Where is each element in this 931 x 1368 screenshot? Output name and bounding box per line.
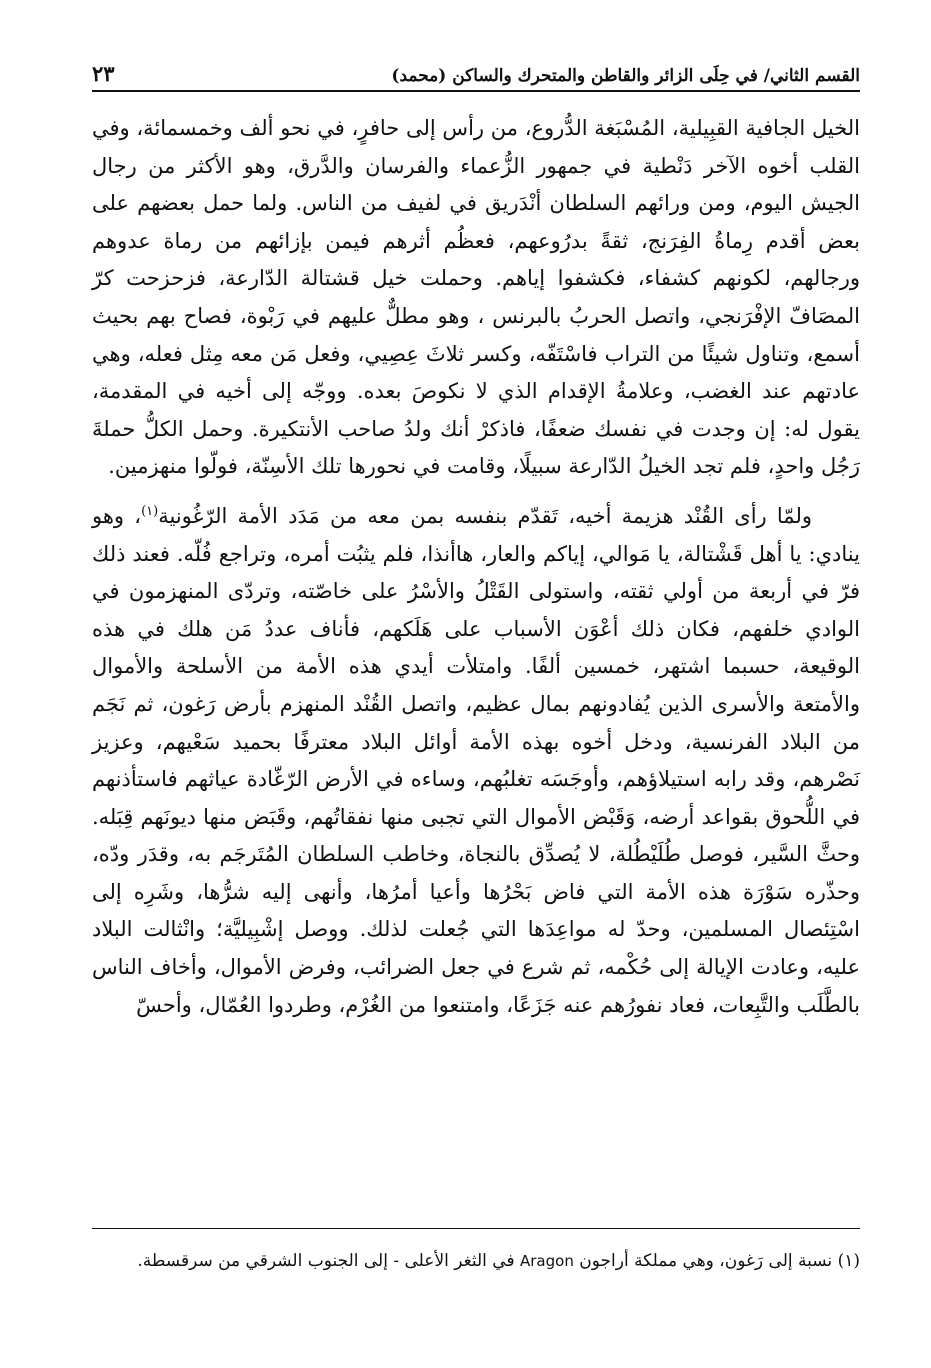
footnote-reference[interactable]: (١) <box>141 503 159 519</box>
paragraph <box>92 498 860 1024</box>
footnote-latin-word: Aragon <box>520 1252 574 1270</box>
page-number: ٢٣ <box>92 61 115 86</box>
footnote-text: نسبة إلى رَغون، وهي مملكة أراجون <box>579 1251 833 1271</box>
running-header <box>92 56 860 92</box>
paragraph-text: ولمّا رأى القُنْد هزيمة أخيه، تَقدّم بنفسه بمن معه من مَدَد الأمة الرّغُونية <box>158 503 812 528</box>
paragraph-text: ، وهو ينادي: يا أهل قَشْتالة، يا مَوالي، إياكم والعار، هاأنذا، فلم يثبُت أمره، وتراجع فُلّه. فعند ذلك فرّ في أربعة من أولي ثقته، واستولى القَتْلُ والأسْرُ على خاصّته، وتردّى المنهزمون في الوادي خلفهم، فكان ذلك أعْوَن الأسباب على هَلَكهم، فأناف عددُ مَن هلك في هذه الوقيعة، حسبما اشتهر، خمسين ألفًا. وامتلأت أيدي هذه الأمة من الأسلحة والأموال والأمتعة والأسرى الذين يُفادونهم بمال عظيم، واتصل القُنْد المنهزم بأرض رَغون، ثم نَجَم من البلاد الفرنسية، ودخل أخوه بهذه الأمة أوائل البلاد معترفًا بحميد سَعْيهم، وعزيز نَصْرهم، وقد رابه استيلاؤهم، وأوجَسَه تغلبُهم، وساءه في الأرض الرّغّادة عياثهم فاستأذنهم في اللُّحوق بقواعد أرضه، وَقَبْض الأموال التي تجبى منها نفقاتُهم، وقَبَض منها ديونَهم قِبَله. وحثَّ السَّير، فوصل طُلَيْطُلة، لا يُصدِّق بالنجاة، وخاطب السلطان المُتَرجَم به، وقدَر ودّه، وحذّره سَوْرَة هذه الأمة التي فاض بَحْرُها وأعيا أمرُها، وأنهى إليه شرُّها، وشَرِه إلى اسْتِئصال المسلمين، وحدّ له مواعِدَها التي جُعلت لذلك. ووصل إشْبِيليَّة؛ وانْثالت البلاد عليه، وعادت الإيالة إلى حُكْمه، ثم شرع في جعل الضرائب، وفرض الأموال، وأخاف الناس بالطَّلَب والتَّبِعات، فعاد نفورُهم عنه جَزَعًا، وامتنعوا من الغُرْم، وطردوا العُمّال، وأحسّ <box>92 503 860 1017</box>
footnote <box>92 1244 860 1278</box>
footnote-text: في الثغر الأعلى - إلى الجنوب الشرقي من سرقسطة. <box>137 1251 515 1271</box>
footnote-marker: (١) <box>837 1251 860 1271</box>
running-title: القسم الثاني/ في حِلَى الزائر والقاطن والمتحرك والساكن (محمد) <box>391 66 860 86</box>
footnote-divider <box>92 1228 860 1229</box>
main-text <box>92 110 860 1024</box>
paragraph: الخيل الجافية القبِيلية، المُسْبَغة الدُّروع، من رأس إلى حافرٍ، في نحو ألف وخمسمائة، وفي القلب أخوه الآخر دَنْطية في جمهور الزُّعماء والفرسان والدَّرق، وهو الأكثر من رجال الجيش اليوم، ومن ورائهم السلطان أنْدَريق في لفيف من الناس. ولما حمل بعضهم على بعض أقدم رِماةُ الفِرَنج، ثقةً بدرُوعهم، فعظُم أثرهم فيمن بإزائهم من رماة عدوهم ورجالهم، لكونهم كشفاء، فكشفوا إياهم. وحملت خيل قشتالة الدّارعة، فزحزحت كرّ المصَافّ الإفْرَنجي، واتصل الحربُ بالبرنس ، وهو مطلٌّ عليهم في رَبْوة، فصاح بهم بحيث أسمع، وتناول شيئًا من التراب فاسْتَفّه، وكسر ثلاثَ عِصِيي، وفعل مَن معه مِثل فعله، وهي عادتهم عند الغضب، وعلامةُ الإقدام الذي لا نكوصَ بعده. ووجّه إلى أخيه في المقدمة، يقول له: إن وجدت في نفسك ضعفًا، فاذكرْ أنك ولدُ صاحب الأنتكيرة. وحمل الكلُّ حملةَ رَجُل واحدٍ، فلم تجد الخيلُ الدّارعة سبيلًا، وقامت في نحورها تلك الأسِنّة، فولّوا منهزمين. <box>92 116 860 479</box>
